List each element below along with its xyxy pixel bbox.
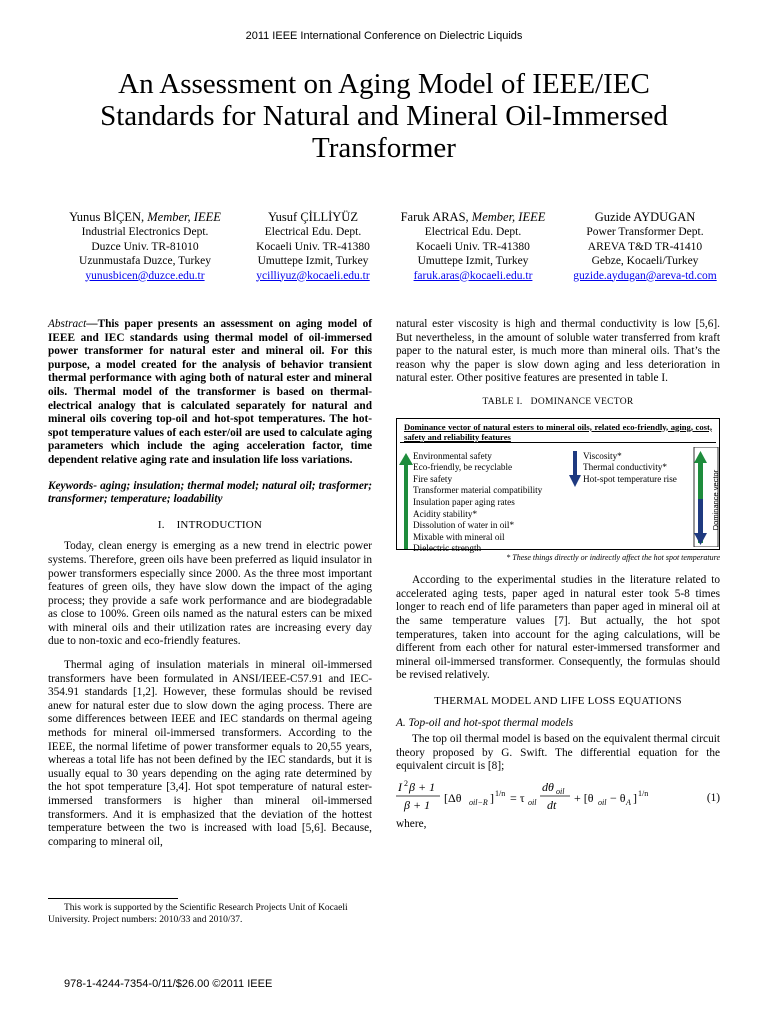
- where-label: where,: [396, 817, 427, 830]
- author-role: Member, IEEE: [147, 210, 221, 224]
- equation-graphic: [396, 778, 686, 818]
- author-city: Gebze, Kocaeli/Turkey: [591, 255, 699, 267]
- table-item: Eco-friendly, be recyclable: [413, 462, 513, 473]
- section-number: I.: [157, 518, 165, 531]
- table-number: TABLE I.: [482, 396, 523, 407]
- author-role: Member, IEEE: [471, 210, 546, 224]
- table-item: Viscosity*: [583, 450, 622, 461]
- author-email-link[interactable]: guzide.aydugan@areva-td.com: [573, 269, 717, 282]
- author-name: Yunus BİÇEN,: [69, 210, 145, 224]
- table-left-list: [413, 451, 542, 555]
- svg-text:− θ: − θ: [610, 790, 626, 805]
- svg-text:oil−R: oil−R: [469, 797, 488, 807]
- table-item: Mixable with mineral oil: [413, 531, 505, 542]
- footnote: This work is supported by the Scientific Research Projects Unit of Kocaeli University. Project numbers: 2010/33 and 2010/37.: [48, 903, 348, 925]
- up-arrow-icon: [399, 453, 413, 549]
- svg-text:1/n: 1/n: [638, 788, 649, 798]
- section-title: INTRODUCTION: [176, 518, 263, 531]
- subsection-heading: A. Top-oil and hot-spot thermal models: [396, 716, 574, 729]
- table-item: Dissolution of water in oil*: [413, 520, 515, 531]
- svg-text:β + 1: β + 1: [404, 797, 431, 812]
- table-item: Environmental safety: [413, 450, 492, 461]
- table-item: Thermal conductivity*: [583, 462, 667, 473]
- side-label: Dominance vector: [711, 469, 720, 530]
- author-univ: Kocaeli Univ. TR-41380: [416, 240, 530, 253]
- intro-paragraph-1: Today, clean energy is emerging as a new trend in electric power systems. Therefore, green oils have been preferred as liquid insulator in power transformers especially since 2000. As the three most important features of green oils, they have slow down the impact of the aging process; they provide a safe work performance and are biodegradable as close to 100%. Green oils named as the natural esters can be mixed with mineral oils and their utilization rates are increasing every day due to non-toxic and eco-friendly features.: [48, 540, 372, 648]
- author-city: Uzunmustafa Duzce, Turkey: [79, 255, 211, 267]
- table-caption: [396, 396, 720, 410]
- svg-text:[Δθ: [Δθ: [444, 790, 462, 805]
- down-arrow-icon: [569, 451, 581, 487]
- paper-title: An Assessment on Aging Model of IEEE/IEC Standards for Natural and Mineral Oil-Immersed Transformer: [100, 68, 668, 164]
- svg-text:1/n: 1/n: [495, 788, 506, 798]
- copyright-footer: 978-1-4244-7354-0/11/$26.00 ©2011 IEEE: [64, 978, 273, 990]
- table-item: Transformer material compatibility: [413, 485, 543, 496]
- keywords: Keywords- aging; insulation; thermal model; natural oil; trasformer; transformer; temperature; loadability: [48, 479, 372, 506]
- author-univ: Kocaeli Univ. TR-41380: [256, 240, 370, 253]
- author-name: Faruk ARAS,: [400, 210, 469, 224]
- author-email-link[interactable]: faruk.aras@kocaeli.edu.tr: [413, 269, 533, 282]
- svg-text:I: I: [398, 779, 402, 794]
- table-header: Dominance vector of natural esters to mineral oils, related eco-friendly, aging, cost, safety and reliability features: [400, 422, 716, 443]
- svg-text:dθ: dθ: [542, 779, 554, 794]
- footnote-rule: [48, 898, 178, 899]
- author-email-link[interactable]: ycilliyuz@kocaeli.edu.tr: [256, 269, 370, 282]
- author-dept: Electrical Edu. Dept.: [264, 226, 362, 238]
- right-paragraph-3: The top oil thermal model is based on the equivalent thermal circuit theory proposed by G. Swift. The differential equation for the equivalent circuit is [8];: [396, 733, 720, 773]
- table-note: * These things directly or indirectly affect the hot spot temperature: [506, 552, 720, 562]
- author-name: Guzide AYDUGAN: [594, 210, 696, 224]
- svg-text:oil: oil: [556, 786, 565, 796]
- author-block-3: [383, 209, 563, 283]
- author-city: Umuttepe Izmit, Turkey: [257, 255, 369, 267]
- section-heading-thermal: THERMAL MODEL AND LIFE LOSS EQUATIONS: [434, 694, 682, 707]
- author-dept: Electrical Edu. Dept.: [424, 226, 522, 238]
- table-right-list: [583, 451, 677, 486]
- svg-text:2: 2: [404, 778, 408, 788]
- svg-text:oil: oil: [528, 797, 537, 807]
- author-city: Umuttepe Izmit, Turkey: [417, 255, 529, 267]
- author-dept: Industrial Electronics Dept.: [81, 226, 209, 238]
- conference-header: 2011 IEEE International Conference on Dielectric Liquids: [245, 30, 523, 42]
- table-title: DOMINANCE VECTOR: [530, 396, 634, 407]
- table-item: Dielectric strength: [413, 543, 482, 554]
- svg-text:oil: oil: [598, 797, 607, 807]
- author-block-1: [55, 209, 235, 283]
- author-block-4: [557, 209, 733, 283]
- table-item: Hot-spot temperature rise: [583, 473, 677, 484]
- equation-1: [396, 778, 720, 818]
- section-heading-intro: [48, 519, 372, 533]
- left-column: [48, 318, 372, 849]
- author-dept: Power Transformer Dept.: [586, 226, 704, 238]
- author-name: Yusuf ÇİLLİYÜZ: [268, 210, 358, 224]
- side-label-box: [709, 457, 721, 543]
- svg-text:+ [θ: + [θ: [574, 790, 594, 805]
- svg-text:β + 1: β + 1: [409, 779, 436, 794]
- author-email-link[interactable]: yunusbicen@duzce.edu.tr: [85, 269, 205, 282]
- table-item: Acidity stability*: [413, 508, 478, 519]
- author-univ: Duzce Univ. TR-81010: [91, 240, 199, 253]
- right-column: [396, 318, 720, 831]
- svg-text:]: ]: [490, 790, 494, 805]
- author-block-2: [223, 209, 403, 283]
- abstract-label: Abstract: [48, 318, 87, 330]
- author-univ: AREVA T&D TR-41410: [587, 240, 703, 253]
- abstract-text: —This paper presents an assessment on aging model of IEEE and IEC standards using thermal model of oil-immersed power transformer for natural ester and mineral oil. For this purpose, a model created for the analysis of behavior transient thermal performance with aging both of natural ester and mineral oils. Thermal model of the transformer is based on thermal-electrical analogy that is calculated separately for natural and mineral oils covering top-oil and hot-spot temperatures. The hot-spot temperature values of each ester/oil are used to calculate aging parameters which include the aging acceleration factor, time dependent relative aging rate and insulation life loss variations.: [48, 318, 372, 466]
- svg-text:dt: dt: [547, 797, 557, 812]
- abstract: [48, 318, 372, 468]
- dominance-table: [396, 418, 720, 554]
- equation-number: (1): [706, 791, 720, 804]
- intro-paragraph-2: Thermal aging of insulation materials in mineral oil-immersed transformers have been formulated in ANSI/IEEE-C57.91 and IEC-354.91 standards [1,2]. However, these formulas should be revised anew for natural ester due to slow down the aging process. There are some differences between IEEE and IEC standards on thermal ageing methods for mineral oil-immersed transformers. According to the IEEE, the normal lifetime of power transformer equals to 20,55 years, whereas a total life has not been defined by the IEC standards, but it is usually equal to 30 years depending on the aging rate determined by the hot spot temperature [3,4]. Hot spot temperature of natural ester-immersed transformers is higher than mineral oil-immersed transformers. And it is emphasized that the deviation of the hottest temperature between the two is increased with load [5,6]. Because, comparing to mineral oil,: [48, 659, 372, 848]
- svg-text:]: ]: [633, 790, 637, 805]
- svg-text:A: A: [626, 797, 631, 807]
- table-item: Fire safety: [413, 473, 453, 484]
- right-paragraph-1: natural ester viscosity is high and thermal conductivity is low [5,6]. But nevertheless, in the amount of soluble water transferred from kraft paper to the natural ester, is much more than mineral oils. That’s the reason why the paper is slow down aging and less deterioration in natural ester. Other positive features are presented in table I.: [396, 318, 720, 385]
- right-paragraph-2: According to the experimental studies in the literature related to accelerated aging tests, paper aged in natural ester took 5-8 times longer to reach end of life parameters than paper aged in mineral oil at the same temperature values [7]. But actually, the hot spot temperatures, taken into account for the aging calculations, will be different from each other for natural ester-immersed transformer and mineral oil-immersed transformer. Consequently, the formulas should be revised relatively.: [396, 574, 720, 682]
- table-item: Insulation paper aging rates: [413, 496, 515, 507]
- svg-text:= τ: = τ: [510, 790, 525, 805]
